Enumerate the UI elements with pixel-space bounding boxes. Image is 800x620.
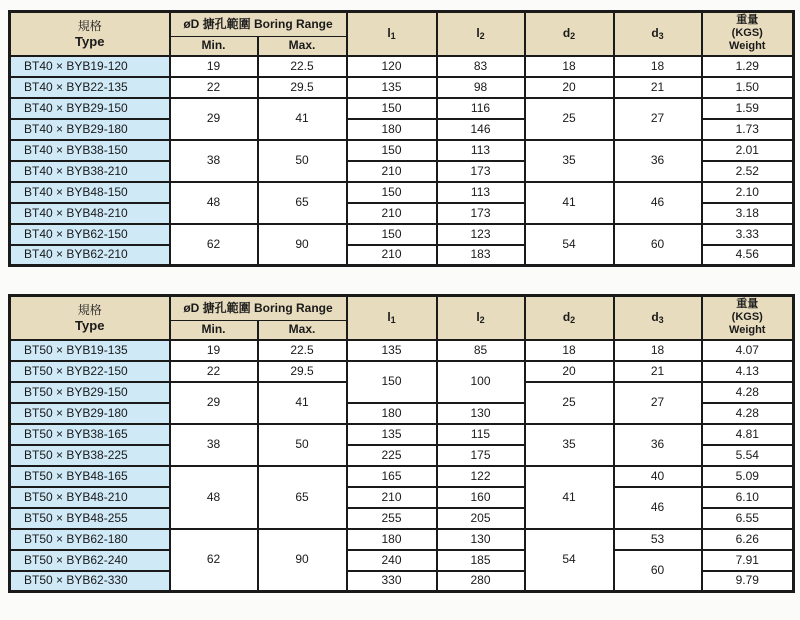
- value-cell: 100: [437, 361, 525, 403]
- value-cell: 173: [437, 161, 525, 182]
- value-cell: 185: [437, 550, 525, 571]
- type-cell: BT40 × BYB48-210: [10, 203, 170, 224]
- value-cell: 135: [347, 77, 437, 98]
- value-cell: 122: [437, 466, 525, 487]
- value-cell: 27: [614, 382, 702, 424]
- value-cell: 210: [347, 487, 437, 508]
- min-column-header: Min.: [170, 37, 258, 56]
- header-row-top: [10, 296, 794, 321]
- header-row-top: [10, 12, 794, 37]
- value-cell: 150: [347, 98, 437, 119]
- value-cell: 5.54: [702, 445, 794, 466]
- bt50-spec-table: [8, 294, 795, 593]
- type-header-en: Type: [75, 318, 105, 334]
- l1-column-header: $l_1$: [347, 12, 437, 56]
- weight-column-header: [702, 296, 794, 340]
- value-cell: 22.5: [258, 340, 347, 361]
- value-cell: 150: [347, 182, 437, 203]
- value-cell: 150: [347, 224, 437, 245]
- type-cell: BT40 × BYB62-210: [10, 245, 170, 266]
- value-cell: 130: [437, 403, 525, 424]
- boring-range-header: øD 搪孔範圍 Boring Range: [170, 296, 347, 321]
- value-cell: 210: [347, 161, 437, 182]
- value-cell: 38: [170, 424, 258, 466]
- value-cell: 90: [258, 529, 347, 592]
- type-cell: BT50 × BYB38-165: [10, 424, 170, 445]
- value-cell: 146: [437, 119, 525, 140]
- value-cell: 240: [347, 550, 437, 571]
- value-cell: 2.01: [702, 140, 794, 161]
- type-cell: BT50 × BYB29-150: [10, 382, 170, 403]
- spec-sheet-page: [0, 10, 800, 620]
- value-cell: 62: [170, 529, 258, 592]
- value-cell: 22: [170, 77, 258, 98]
- value-cell: 18: [614, 56, 702, 77]
- value-cell: 116: [437, 98, 525, 119]
- weight-header-en: Weight: [729, 324, 766, 337]
- value-cell: 83: [437, 56, 525, 77]
- value-cell: 50: [258, 424, 347, 466]
- value-cell: 19: [170, 56, 258, 77]
- table-row: [10, 466, 794, 487]
- value-cell: 21: [614, 77, 702, 98]
- value-cell: 1.59: [702, 98, 794, 119]
- d3-column-header: $d_3$: [614, 296, 702, 340]
- weight-header-zh: 重量: [736, 14, 759, 27]
- value-cell: 9.79: [702, 571, 794, 592]
- type-cell: BT40 × BYB62-150: [10, 224, 170, 245]
- value-cell: 60: [614, 550, 702, 592]
- l2-column-header: $l_2$: [437, 296, 525, 340]
- type-cell: BT50 × BYB48-210: [10, 487, 170, 508]
- value-cell: 205: [437, 508, 525, 529]
- value-cell: 18: [614, 340, 702, 361]
- value-cell: 22.5: [258, 56, 347, 77]
- value-cell: 90: [258, 224, 347, 266]
- weight-header-unit: (KGS): [731, 27, 763, 40]
- value-cell: 29: [170, 382, 258, 424]
- value-cell: 7.91: [702, 550, 794, 571]
- value-cell: 180: [347, 529, 437, 550]
- value-cell: 180: [347, 403, 437, 424]
- value-cell: 150: [347, 140, 437, 161]
- type-cell: BT50 × BYB48-165: [10, 466, 170, 487]
- value-cell: 35: [525, 424, 614, 466]
- value-cell: 41: [525, 466, 614, 529]
- value-cell: 120: [347, 56, 437, 77]
- table-row: [10, 340, 794, 361]
- value-cell: 53: [614, 529, 702, 550]
- bt40-spec-table: [8, 10, 795, 267]
- value-cell: 35: [525, 140, 614, 182]
- type-cell: BT50 × BYB19-135: [10, 340, 170, 361]
- value-cell: 3.18: [702, 203, 794, 224]
- table-row: [10, 487, 794, 508]
- value-cell: 210: [347, 203, 437, 224]
- value-cell: 54: [525, 224, 614, 266]
- value-cell: 27: [614, 98, 702, 140]
- value-cell: 62: [170, 224, 258, 266]
- max-column-header: Max.: [258, 37, 347, 56]
- value-cell: 98: [437, 77, 525, 98]
- type-cell: BT50 × BYB22-150: [10, 361, 170, 382]
- value-cell: 48: [170, 182, 258, 224]
- value-cell: 173: [437, 203, 525, 224]
- value-cell: 3.33: [702, 224, 794, 245]
- value-cell: 18: [525, 340, 614, 361]
- value-cell: 29.5: [258, 77, 347, 98]
- value-cell: 1.50: [702, 77, 794, 98]
- value-cell: 41: [258, 382, 347, 424]
- value-cell: 4.13: [702, 361, 794, 382]
- value-cell: 1.73: [702, 119, 794, 140]
- value-cell: 280: [437, 571, 525, 592]
- value-cell: 4.81: [702, 424, 794, 445]
- value-cell: 210: [347, 245, 437, 266]
- value-cell: 6.26: [702, 529, 794, 550]
- value-cell: 113: [437, 182, 525, 203]
- max-column-header: Max.: [258, 321, 347, 340]
- value-cell: 225: [347, 445, 437, 466]
- table-row: [10, 424, 794, 445]
- weight-column-header: [702, 12, 794, 56]
- value-cell: 21: [614, 361, 702, 382]
- value-cell: 115: [437, 424, 525, 445]
- value-cell: 2.52: [702, 161, 794, 182]
- value-cell: 130: [437, 529, 525, 550]
- table-row: [10, 140, 794, 161]
- weight-header-zh: 重量: [736, 298, 759, 311]
- type-cell: BT50 × BYB62-180: [10, 529, 170, 550]
- value-cell: 85: [437, 340, 525, 361]
- d2-column-header: $d_2$: [525, 296, 614, 340]
- value-cell: 25: [525, 382, 614, 424]
- value-cell: 41: [525, 182, 614, 224]
- type-header-zh: 規格: [77, 19, 102, 34]
- table-row: [10, 529, 794, 550]
- type-cell: BT50 × BYB48-255: [10, 508, 170, 529]
- value-cell: 4.56: [702, 245, 794, 266]
- type-column-header: [10, 12, 170, 56]
- value-cell: 6.10: [702, 487, 794, 508]
- value-cell: 40: [614, 466, 702, 487]
- table-row: [10, 182, 794, 203]
- value-cell: 36: [614, 140, 702, 182]
- value-cell: 160: [437, 487, 525, 508]
- boring-range-header: øD 搪孔範圍 Boring Range: [170, 12, 347, 37]
- type-header-zh: 規格: [77, 303, 102, 318]
- value-cell: 65: [258, 182, 347, 224]
- value-cell: 41: [258, 98, 347, 140]
- value-cell: 1.29: [702, 56, 794, 77]
- value-cell: 4.28: [702, 403, 794, 424]
- type-cell: BT40 × BYB19-120: [10, 56, 170, 77]
- value-cell: 50: [258, 140, 347, 182]
- d2-column-header: $d_2$: [525, 12, 614, 56]
- type-cell: BT50 × BYB38-225: [10, 445, 170, 466]
- table-row: [10, 361, 794, 382]
- type-cell: BT40 × BYB29-180: [10, 119, 170, 140]
- type-cell: BT50 × BYB62-240: [10, 550, 170, 571]
- value-cell: 113: [437, 140, 525, 161]
- type-cell: BT40 × BYB22-135: [10, 77, 170, 98]
- value-cell: 36: [614, 424, 702, 466]
- min-column-header: Min.: [170, 321, 258, 340]
- value-cell: 38: [170, 140, 258, 182]
- value-cell: 123: [437, 224, 525, 245]
- value-cell: 25: [525, 98, 614, 140]
- value-cell: 29.5: [258, 361, 347, 382]
- value-cell: 135: [347, 340, 437, 361]
- value-cell: 19: [170, 340, 258, 361]
- value-cell: 65: [258, 466, 347, 529]
- table-row: [10, 56, 794, 77]
- value-cell: 5.09: [702, 466, 794, 487]
- value-cell: 46: [614, 487, 702, 529]
- type-cell: BT40 × BYB38-150: [10, 140, 170, 161]
- value-cell: 135: [347, 424, 437, 445]
- type-cell: BT50 × BYB29-180: [10, 403, 170, 424]
- value-cell: 4.28: [702, 382, 794, 403]
- value-cell: 4.07: [702, 340, 794, 361]
- value-cell: 255: [347, 508, 437, 529]
- value-cell: 54: [525, 529, 614, 592]
- type-cell: BT40 × BYB29-150: [10, 98, 170, 119]
- table-row: [10, 224, 794, 245]
- type-cell: BT40 × BYB38-210: [10, 161, 170, 182]
- value-cell: 22: [170, 361, 258, 382]
- type-column-header: [10, 296, 170, 340]
- value-cell: 60: [614, 224, 702, 266]
- value-cell: 46: [614, 182, 702, 224]
- weight-header-unit: (KGS): [731, 311, 763, 324]
- table-row: [10, 98, 794, 119]
- value-cell: 48: [170, 466, 258, 529]
- value-cell: 2.10: [702, 182, 794, 203]
- value-cell: 20: [525, 77, 614, 98]
- type-cell: BT50 × BYB62-330: [10, 571, 170, 592]
- table-row: [10, 77, 794, 98]
- type-cell: BT40 × BYB48-150: [10, 182, 170, 203]
- value-cell: 29: [170, 98, 258, 140]
- d3-column-header: $d_3$: [614, 12, 702, 56]
- value-cell: 180: [347, 119, 437, 140]
- value-cell: 165: [347, 466, 437, 487]
- value-cell: 20: [525, 361, 614, 382]
- value-cell: 175: [437, 445, 525, 466]
- value-cell: 183: [437, 245, 525, 266]
- l2-column-header: $l_2$: [437, 12, 525, 56]
- table-row: [10, 550, 794, 571]
- value-cell: 6.55: [702, 508, 794, 529]
- value-cell: 150: [347, 361, 437, 403]
- type-header-en: Type: [75, 34, 105, 50]
- value-cell: 18: [525, 56, 614, 77]
- value-cell: 330: [347, 571, 437, 592]
- l1-column-header: $l_1$: [347, 296, 437, 340]
- weight-header-en: Weight: [729, 40, 766, 53]
